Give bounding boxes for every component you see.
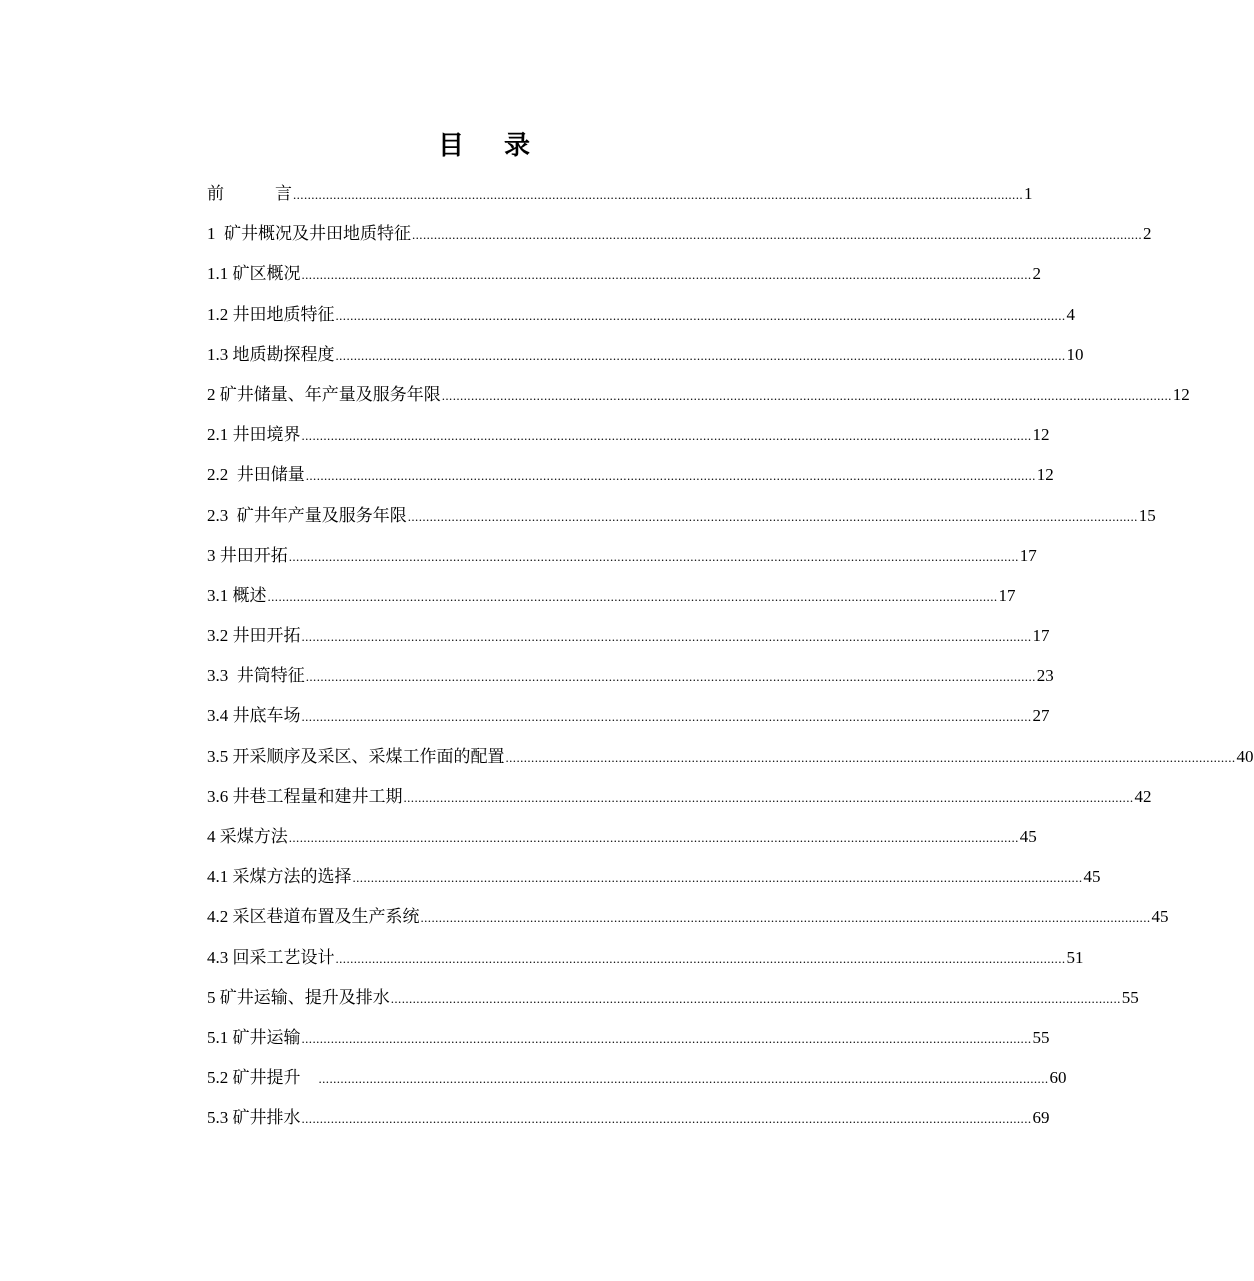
toc-entry-label: 2.2 井田储量 <box>207 465 305 485</box>
toc-entry[interactable] <box>207 576 1016 616</box>
toc-dot-leader: ........................................................................................................................................................................................................ <box>441 387 1172 403</box>
toc-dot-leader: ........................................................................................................................................................................................................ <box>390 990 1121 1006</box>
toc-entry-label: 3.2 井田开拓 <box>207 626 301 646</box>
toc-entry-label: 5.3 矿井排水 <box>207 1108 301 1128</box>
toc-entry-page-number: 23 <box>1036 666 1054 686</box>
toc-dot-leader: ........................................................................................................................................................................................................ <box>420 910 1151 926</box>
toc-entry[interactable] <box>207 696 1050 736</box>
toc-dot-leader: ........................................................................................................................................................................................................ <box>301 709 1032 725</box>
toc-entry[interactable] <box>207 536 1037 576</box>
toc-entry-label: 1.3 地质勘探程度 <box>207 344 335 364</box>
toc-entry-label: 3 井田开拓 <box>207 545 288 565</box>
toc-entry[interactable] <box>207 978 1139 1018</box>
toc-entry-page-number: 15 <box>1138 505 1156 525</box>
toc-entry[interactable] <box>207 496 1156 536</box>
toc-entry-label: 5.2 矿井提升 <box>207 1068 318 1088</box>
toc-dot-leader: ........................................................................................................................................................................................................ <box>505 749 1236 765</box>
toc-entry-label: 3.1 概述 <box>207 585 267 605</box>
toc-dot-leader: ........................................................................................................................................................................................................ <box>335 950 1066 966</box>
toc-entry-page-number: 12 <box>1036 465 1054 485</box>
toc-dot-leader: ........................................................................................................................................................................................................ <box>288 830 1019 845</box>
toc-entry-label: 4.1 采煤方法的选择 <box>207 867 352 887</box>
toc-entry-page-number: 12 <box>1032 425 1050 445</box>
toc-dot-leader: ........................................................................................................................................................................................................ <box>335 347 1066 363</box>
toc-entry[interactable] <box>207 897 1169 937</box>
toc-dot-leader: ........................................................................................................................................................................................................ <box>403 789 1134 805</box>
toc-dot-leader: ........................................................................................................................................................................................................ <box>301 1111 1032 1127</box>
toc-entry-label: 4.2 采区巷道布置及生产系统 <box>207 907 420 927</box>
toc-title-char-1: 目 <box>437 131 466 161</box>
toc-entry-page-number: 17 <box>1032 626 1050 646</box>
toc-entry-page-number: 2 <box>1032 264 1041 284</box>
toc-entry-label: 3.5 开采顺序及采区、采煤工作面的配置 <box>207 746 505 766</box>
toc-entry-page-number: 45 <box>1019 827 1037 846</box>
toc-dot-leader: ........................................................................................................................................................................................................ <box>305 669 1036 685</box>
toc-entry-page-number: 45 <box>1151 907 1169 927</box>
toc-entry[interactable] <box>207 616 1050 656</box>
toc-entry-label: 2 矿井储量、年产量及服务年限 <box>207 384 441 404</box>
toc-entry-page-number: 69 <box>1032 1108 1050 1128</box>
toc-entry[interactable] <box>207 335 1084 375</box>
toc-dot-leader: ........................................................................................................................................................................................................ <box>301 1030 1032 1046</box>
toc-title <box>0 128 970 164</box>
toc-entry[interactable] <box>207 817 1037 857</box>
toc-entry-label: 1.2 井田地质特征 <box>207 304 335 324</box>
toc-entry-label: 前 言 <box>207 184 292 203</box>
toc-dot-leader: ........................................................................................................................................................................................................ <box>412 227 1142 243</box>
toc-entry[interactable] <box>207 1018 1050 1058</box>
toc-entry[interactable] <box>207 857 1101 897</box>
toc-entry-page-number: 42 <box>1134 786 1152 806</box>
toc-entry-page-number: 40 <box>1236 746 1254 766</box>
toc-entry-label: 2.3 矿井年产量及服务年限 <box>207 505 407 525</box>
toc-entry[interactable] <box>207 737 1254 777</box>
toc-entry-page-number: 17 <box>998 585 1016 605</box>
toc-dot-leader: ........................................................................................................................................................................................................ <box>267 588 998 604</box>
toc-entry[interactable] <box>207 415 1050 455</box>
toc-entry[interactable] <box>207 295 1075 335</box>
toc-entry[interactable] <box>207 1058 1067 1098</box>
toc-entry-label: 3.4 井底车场 <box>207 706 301 726</box>
toc-entry-page-number: 60 <box>1049 1068 1067 1088</box>
toc-entry-page-number: 45 <box>1083 867 1101 887</box>
toc-entry-page-number: 51 <box>1066 947 1084 967</box>
toc-entry[interactable] <box>207 1098 1050 1138</box>
toc-entry-page-number: 10 <box>1066 344 1084 364</box>
toc-entry-page-number: 17 <box>1019 545 1037 565</box>
toc-entry-label: 3.3 井筒特征 <box>207 666 305 686</box>
toc-entry-page-number: 55 <box>1032 1027 1050 1047</box>
toc-entry-label: 4.3 回采工艺设计 <box>207 947 335 967</box>
toc-entry-label: 5.1 矿井运输 <box>207 1027 301 1047</box>
toc-entry-label: 2.1 井田境界 <box>207 425 301 445</box>
toc-entry[interactable] <box>207 214 1152 254</box>
toc-entry[interactable] <box>207 455 1054 495</box>
toc-list <box>207 174 1254 1139</box>
toc-dot-leader: ........................................................................................................................................................................................................ <box>301 428 1032 444</box>
toc-entry-page-number: 55 <box>1121 987 1139 1007</box>
toc-entry-label: 4 采煤方法 <box>207 827 288 846</box>
toc-dot-leader: ........................................................................................................................................................................................................ <box>407 508 1138 524</box>
toc-entry-page-number: 27 <box>1032 706 1050 726</box>
toc-dot-leader: ........................................................................................................................................................................................................ <box>318 1071 1049 1087</box>
toc-entry[interactable] <box>207 656 1054 696</box>
toc-entry-page-number: 1 <box>1024 184 1033 203</box>
toc-entry-label: 1 矿井概况及井田地质特征 <box>207 224 411 244</box>
toc-dot-leader: ........................................................................................................................................................................................................ <box>293 187 1023 202</box>
toc-dot-leader: ........................................................................................................................................................................................................ <box>352 870 1083 886</box>
toc-entry-label: 5 矿井运输、提升及排水 <box>207 987 390 1007</box>
toc-entry[interactable] <box>207 938 1084 978</box>
toc-dot-leader: ........................................................................................................................................................................................................ <box>305 468 1036 484</box>
toc-dot-leader: ........................................................................................................................................................................................................ <box>301 629 1032 645</box>
toc-entry[interactable] <box>207 254 1041 294</box>
toc-entry-label: 1.1 矿区概况 <box>207 264 301 284</box>
toc-entry-page-number: 4 <box>1066 304 1075 324</box>
toc-entry-label: 3.6 井巷工程量和建井工期 <box>207 786 403 806</box>
toc-entry[interactable] <box>207 777 1152 817</box>
toc-dot-leader: ........................................................................................................................................................................................................ <box>301 267 1032 283</box>
toc-entry-page-number: 2 <box>1143 224 1152 244</box>
toc-entry-page-number: 12 <box>1172 384 1190 404</box>
toc-dot-leader: ........................................................................................................................................................................................................ <box>288 548 1019 564</box>
toc-title-char-2: 录 <box>504 131 533 161</box>
toc-entry[interactable] <box>207 174 1033 214</box>
toc-entry[interactable] <box>207 375 1190 415</box>
toc-dot-leader: ........................................................................................................................................................................................................ <box>335 307 1066 323</box>
